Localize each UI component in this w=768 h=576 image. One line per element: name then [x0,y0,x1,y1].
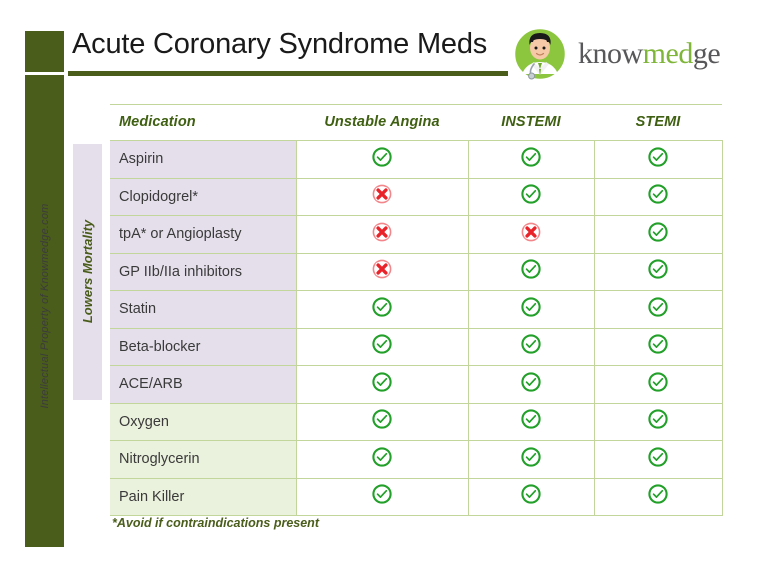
check-icon [647,371,669,393]
brand-wordmark [578,39,720,69]
check-icon [520,446,542,468]
check-icon [520,333,542,355]
medication-name-cell: Beta-blocker [110,328,296,366]
status-cell-unstable-angina [296,178,468,216]
medication-name-cell: Pain Killer [110,478,296,516]
cross-icon [371,221,393,243]
medication-table [110,104,723,516]
table-row [110,403,722,441]
watermark-text: Intellectual Property of Knowmedge.com [39,203,51,409]
status-cell-instemi [468,403,594,441]
table-row [110,328,722,366]
doctor-avatar-icon [512,26,568,82]
table-row [110,478,722,516]
medication-name-cell: Clopidogrel* [110,178,296,216]
status-cell-instemi [468,291,594,329]
status-cell-stemi [594,478,722,516]
status-cell-unstable-angina [296,141,468,179]
status-cell-stemi [594,366,722,404]
status-cell-unstable-angina [296,366,468,404]
check-icon [647,408,669,430]
cross-icon [371,258,393,280]
lowers-mortality-band [73,144,102,400]
status-cell-unstable-angina [296,216,468,254]
check-icon [520,258,542,280]
check-icon [520,408,542,430]
status-cell-stemi [594,328,722,366]
status-cell-unstable-angina [296,291,468,329]
table-body [110,141,722,516]
medication-name-cell: Oxygen [110,403,296,441]
status-cell-instemi [468,366,594,404]
status-cell-stemi [594,291,722,329]
check-icon [371,146,393,168]
check-icon [647,483,669,505]
check-icon [371,408,393,430]
status-cell-instemi [468,328,594,366]
check-icon [371,296,393,318]
medication-name-cell: ACE/ARB [110,366,296,404]
cross-icon [371,183,393,205]
footnote-text: *Avoid if contraindications present [112,516,319,530]
table-header-row [110,105,722,141]
medication-name-cell: tpA* or Angioplasty [110,216,296,254]
check-icon [647,258,669,280]
status-cell-unstable-angina [296,478,468,516]
check-icon [520,296,542,318]
table-header [110,105,722,141]
wordmark-know: know [578,37,643,70]
column-header-instemi: INSTEMI [468,105,594,141]
brand-logo [512,26,720,82]
medication-name-cell: Statin [110,291,296,329]
status-cell-unstable-angina [296,328,468,366]
check-icon [647,221,669,243]
table-row [110,291,722,329]
column-header-medication: Medication [110,105,296,141]
table-row [110,141,722,179]
status-cell-instemi [468,216,594,254]
status-cell-stemi [594,178,722,216]
check-icon [520,146,542,168]
status-cell-instemi [468,178,594,216]
status-cell-unstable-angina [296,441,468,479]
status-cell-instemi [468,478,594,516]
medication-name-cell: GP IIb/IIa inhibitors [110,253,296,291]
check-icon [647,333,669,355]
check-icon [371,371,393,393]
check-icon [520,371,542,393]
check-icon [647,446,669,468]
wordmark-med: med [642,37,693,70]
table-row [110,253,722,291]
medication-name-cell: Aspirin [110,141,296,179]
check-icon [647,146,669,168]
status-cell-stemi [594,141,722,179]
check-icon [520,483,542,505]
status-cell-stemi [594,216,722,254]
page-title: Acute Coronary Syndrome Meds [72,28,488,60]
table-row [110,441,722,479]
table-row [110,366,722,404]
medication-name-cell: Nitroglycerin [110,441,296,479]
lowers-mortality-label: Lowers Mortality [80,219,95,324]
medication-table-container [110,104,722,516]
table-row [110,178,722,216]
status-cell-stemi [594,441,722,479]
status-cell-instemi [468,253,594,291]
title-underline-rule [68,71,508,76]
check-icon [371,483,393,505]
status-cell-unstable-angina [296,253,468,291]
status-cell-instemi [468,441,594,479]
column-header-stemi: STEMI [594,105,722,141]
cross-icon [520,221,542,243]
status-cell-stemi [594,253,722,291]
table-row [110,216,722,254]
column-header-unstable-angina: Unstable Angina [296,105,468,141]
accent-bar-top [25,31,64,72]
check-icon [647,183,669,205]
wordmark-ge: ge [692,37,721,70]
check-icon [371,446,393,468]
status-cell-unstable-angina [296,403,468,441]
status-cell-instemi [468,141,594,179]
check-icon [647,296,669,318]
status-cell-stemi [594,403,722,441]
check-icon [520,183,542,205]
check-icon [371,333,393,355]
